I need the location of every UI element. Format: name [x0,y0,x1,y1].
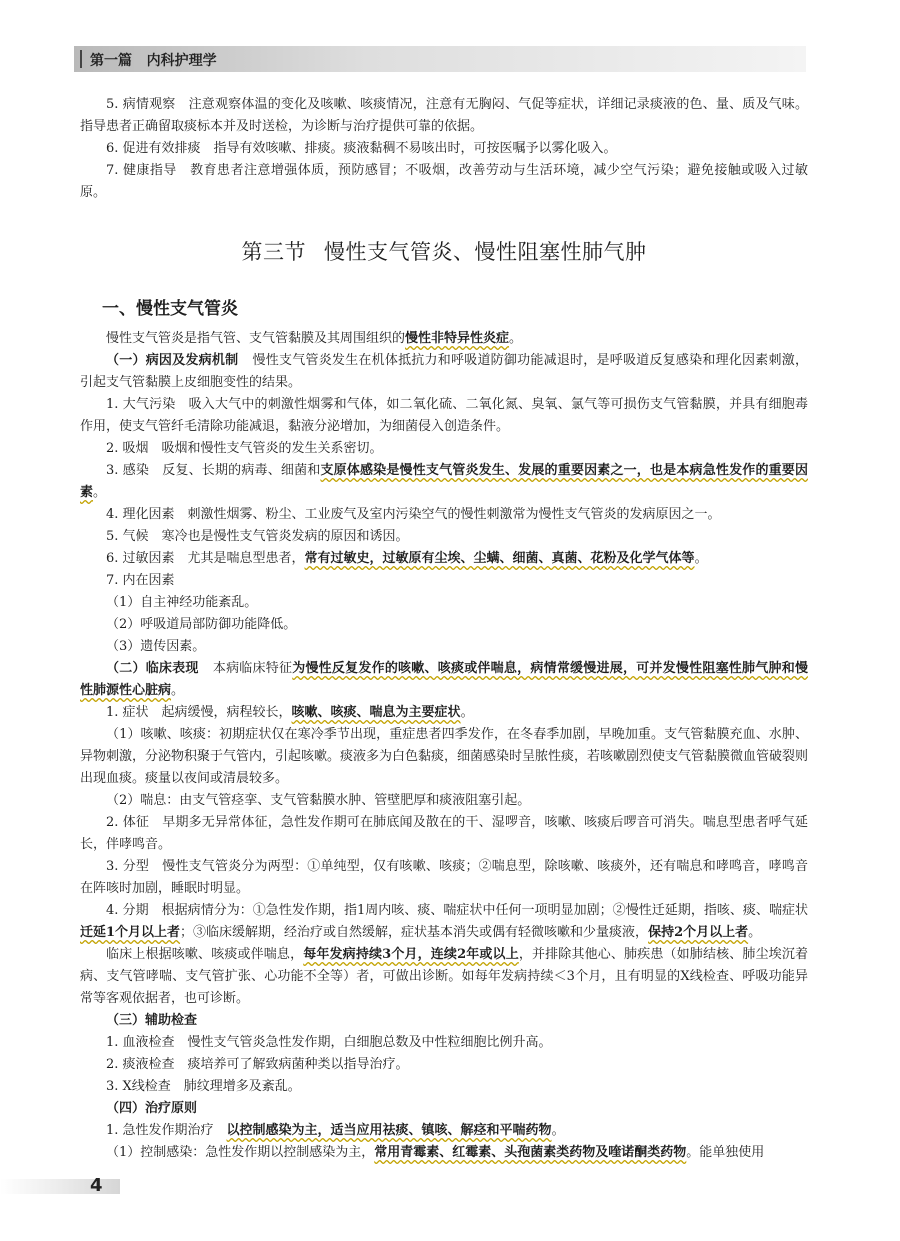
section-number: 第三节 [241,240,306,264]
highlight: 为慢性反复发作的咳嗽、咳痰或伴喘息，病情常缓慢进展，可并发慢性阻塞性肺气肿和慢性肺源性心脏病 [80,661,808,698]
paragraph: 6. 促进有效排痰 指导有效咳嗽、排痰。痰液黏稠不易咳出时，可按医嘱予以雾化吸入。 [106,141,617,156]
section-name: 慢性支气管炎、慢性阻塞性肺气肿 [324,240,647,264]
paragraph: 4. 分期 根据病情分为：①急性发作期，指1周内咳、痰、喘症状中任何一项明显加剧；②慢性迁延期，指咳、痰、喘症状迁延1个月以上者；③临床缓解期，经治疗或自然缓解，症状基本消失或偶有轻微咳嗽和少量痰液，保持2个月以上者。 [80,903,808,940]
paragraph: 7. 健康指导 教育患者注意增强体质，预防感冒；不吸烟，改善劳动与生活环境，减少空气污染；避免接触或吸入过敏原。 [80,163,808,200]
list-item: （3）遗传因素。 [106,639,206,654]
paragraph: 2. 体征 早期多无异常体征，急性发作期可在肺底闻及散在的干、湿啰音，咳嗽、咳痰后啰音可消失。喘息型患者呼气延长，伴哮鸣音。 [80,815,808,852]
paragraph: 慢性支气管炎是指气管、支气管黏膜及其周围组织的慢性非特异性炎症。 [106,331,523,346]
paragraph: （1）控制感染：急性发作期以控制感染为主，常用青霉素、红霉素、头孢菌素类药物及喹诺酮类药物。能单独使用 [106,1145,765,1160]
running-header: 第一篇 内科护理学 [90,53,217,69]
list-item: （2）呼吸道局部防御功能降低。 [106,617,297,632]
heading-chronic-bronchitis: 一、慢性支气管炎 [102,299,238,319]
paragraph: 1. 症状 起病缓慢，病程较长，咳嗽、咳痰、喘息为主要症状。 [106,705,474,720]
page-number: 4 [90,1175,103,1196]
paragraph: 3. 感染 反复、长期的病毒、细菌和支原体感染是慢性支气管炎发生、发展的重要因素之一，也是本病急性发作的重要因素。 [80,463,808,500]
highlight: 迁延1个月以上者 [80,925,181,940]
list-item: （2）喘息：由支气管痉挛、支气管黏膜水肿、管壁肥厚和痰液阻塞引起。 [106,793,531,808]
highlight: 常有过敏史，过敏原有尘埃、尘螨、细菌、真菌、花粉及化学气体等 [304,551,695,566]
paragraph: （一）病因及发病机制 慢性支气管炎发生在机体抵抗力和呼吸道防御功能减退时，是呼吸道反复感染和理化因素刺激，引起支气管黏膜上皮细胞变性的结果。 [80,353,808,390]
paragraph: 5. 气候 寒冷也是慢性支气管炎发病的原因和诱因。 [106,529,409,544]
paragraph: 6. 过敏因素 尤其是喘息型患者，常有过敏史，过敏原有尘埃、尘螨、细菌、真菌、花粉及化学气体等。 [106,551,708,566]
highlight: 常用青霉素、红霉素、头孢菌素类药物及喹诺酮类药物 [374,1145,687,1160]
header-divider [80,50,82,68]
highlight: 每年发病持续3个月，连续2年或以上 [303,947,519,962]
highlight: 支原体感染是慢性支气管炎发生、发展的重要因素之一，也是本病急性发作的重要因素 [80,463,808,500]
page-content [80,94,808,1164]
section-title [80,238,808,266]
highlight: 以控制感染为主，适当应用祛痰、镇咳、解痉和平喘药物 [226,1123,552,1138]
subheading-exam: （三）辅助检查 [106,1013,198,1028]
paragraph: 3. X线检查 肺纹理增多及紊乱。 [106,1079,301,1094]
paragraph: 临床上根据咳嗽、咳痰或伴喘息，每年发病持续3个月，连续2年或以上，并排除其他心、肺疾患（如肺结核、肺尘埃沉着病、支气管哮喘、支气管扩张、心功能不全等）者，可做出诊断。如每年发病持续＜3个月，且有明显的X线检查、呼吸功能异常等客观依据者，也可诊断。 [80,947,808,1006]
paragraph: 1. 大气污染 吸入大气中的刺激性烟雾和气体，如二氧化硫、二氧化氮、臭氧、氯气等可损伤支气管黏膜，并具有细胞毒作用，使支气管纤毛清除功能减退，黏液分泌增加，为细菌侵入创造条件。 [80,397,808,434]
subheading-treatment: （四）治疗原则 [106,1101,198,1116]
paragraph: 2. 吸烟 吸烟和慢性支气管炎的发生关系密切。 [106,441,383,456]
paragraph: 5. 病情观察 注意观察体温的变化及咳嗽、咳痰情况，注意有无胸闷、气促等症状，详细记录痰液的色、量、质及气味。指导患者正确留取痰标本并及时送检，为诊断与治疗提供可靠的依据。 [80,97,808,134]
paragraph: 3. 分型 慢性支气管炎分为两型：①单纯型，仅有咳嗽、咳痰；②喘息型，除咳嗽、咳痰外，还有喘息和哮鸣音，哮鸣音在阵咳时加剧，睡眠时明显。 [80,859,808,896]
paragraph: 1. 急性发作期治疗 以控制感染为主，适当应用祛痰、镇咳、解痉和平喘药物。 [106,1123,565,1138]
paragraph: 2. 痰液检查 痰培养可了解致病菌种类以指导治疗。 [106,1057,409,1072]
paragraph: 4. 理化因素 刺激性烟雾、粉尘、工业废气及室内污染空气的慢性刺激常为慢性支气管炎的发病原因之一。 [106,507,721,522]
highlight: 咳嗽、咳痰、喘息为主要症状 [291,705,461,720]
subheading-etiology: （一）病因及发病机制 [106,353,239,368]
highlight: 慢性非特异性炎症 [405,331,510,346]
list-item: （1）咳嗽、咳痰：初期症状仅在寒冷季节出现，重症患者四季发作，在冬春季加剧，早晚加重。支气管黏膜充血、水肿、异物刺激，分泌物积聚于气管内，引起咳嗽。痰液多为白色黏痰，细菌感染时呈脓性痰，若咳嗽剧烈使支气管黏膜微血管破裂则出现血痰。痰量以夜间或清晨较多。 [80,727,809,786]
subheading-clinical: （二）临床表现 [106,661,199,676]
paragraph: 1. 血液检查 慢性支气管炎急性发作期，白细胞总数及中性粒细胞比例升高。 [106,1035,552,1050]
highlight: 保持2个月以上者 [648,925,749,940]
list-item: （1）自主神经功能紊乱。 [106,595,258,610]
paragraph: （二）临床表现 本病临床特征为慢性反复发作的咳嗽、咳痰或伴喘息，病情常缓慢进展，可并发慢性阻塞性肺气肿和慢性肺源性心脏病。 [80,661,808,698]
paragraph: 7. 内在因素 [106,573,175,588]
